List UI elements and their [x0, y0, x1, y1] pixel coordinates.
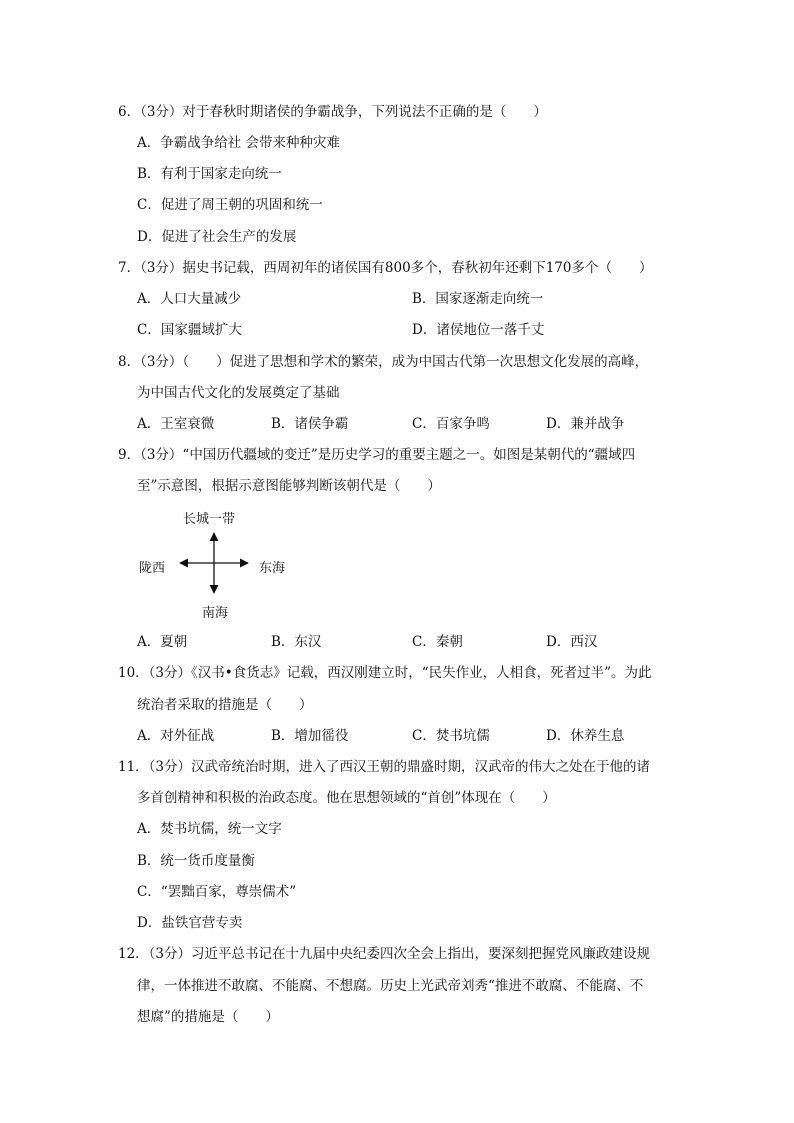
- q9-option-a[interactable]: A．夏朝: [137, 634, 188, 650]
- q10-option-b[interactable]: B．增加徭役: [271, 728, 349, 744]
- q7-option-c[interactable]: C．国家疆域扩大: [137, 322, 242, 338]
- question-9-stem: 9．（3分）“中国历代疆域的变迁”是历史学习的重要主题之一。如图是某朝代的“疆域四: [118, 447, 636, 463]
- q8-option-b[interactable]: B．诸侯争霸: [271, 416, 349, 432]
- question-11-stem-cont: 多首创精神和积极的治政态度。他在思想领域的“首创”体现在（ ）: [137, 790, 556, 806]
- question-12-stem-cont-2: 想腐”的措施是（ ）: [137, 1009, 279, 1025]
- q6-option-d[interactable]: D．促进了社会生产的发展: [137, 229, 297, 245]
- q8-option-a[interactable]: A．王室衰微: [137, 416, 215, 432]
- q7-option-a[interactable]: A．人口大量减少: [137, 291, 242, 307]
- q6-option-b[interactable]: B．有利于国家走向统一: [137, 166, 282, 182]
- q9-option-c[interactable]: C．秦朝: [412, 634, 463, 650]
- q9-option-d[interactable]: D．西汉: [546, 634, 598, 650]
- q11-option-c[interactable]: C．“罢黜百家，尊崇儒术”: [137, 884, 297, 900]
- q10-option-c[interactable]: C．焚书坑儒: [412, 728, 490, 744]
- q6-option-c[interactable]: C．促进了周王朝的巩固和统一: [137, 197, 323, 213]
- q10-option-a[interactable]: A．对外征战: [137, 728, 215, 744]
- question-10-stem-cont: 统治者采取的措施是（ ）: [137, 697, 313, 713]
- q11-option-d[interactable]: D．盐铁官营专卖: [137, 915, 243, 931]
- q8-option-c[interactable]: C．百家争鸣: [412, 416, 490, 432]
- question-12-stem: 12．（3分）习近平总书记在十九届中央纪委四次全会上指出，要深刻把握党风廉政建设规: [118, 946, 651, 962]
- diagram-north-label: 长城一带: [183, 512, 236, 527]
- question-7-stem: 7．（3分）据史书记载，西周初年的诸侯国有800多个，春秋初年还剩下170多个（ ）: [118, 260, 653, 276]
- diagram-south-label: 南海: [202, 606, 229, 621]
- q11-option-a[interactable]: A．焚书坑儒，统一文字: [137, 821, 282, 837]
- q8-option-d[interactable]: D．兼并战争: [546, 416, 625, 432]
- question-8-stem: 8．（3分）（ ）促进了思想和学术的繁荣，成为中国古代第一次思想文化发展的高峰，: [118, 354, 649, 370]
- territory-diagram: [130, 505, 300, 625]
- q11-option-b[interactable]: B．统一货币度量衡: [137, 853, 255, 869]
- question-10-stem: 10．（3分）《汉书•食货志》记载，西汉刚建立时，“民失作业，人相食，死者过半”。为此: [118, 665, 652, 681]
- q7-option-b[interactable]: B．国家逐渐走向统一: [412, 291, 544, 307]
- q10-option-d[interactable]: D．休养生息: [546, 728, 625, 744]
- question-6-stem: 6．（3分）对于春秋时期诸侯的争霸战争，下列说法不正确的是（ ）: [118, 104, 547, 120]
- q9-option-b[interactable]: B．东汉: [271, 634, 322, 650]
- q7-option-d[interactable]: D．诸侯地位一落千丈: [412, 322, 545, 338]
- question-9-stem-cont: 至”示意图，根据示意图能够判断该朝代是（ ）: [137, 478, 441, 494]
- question-8-stem-cont: 为中国古代文化的发展奠定了基础: [137, 385, 340, 401]
- diagram-east-label: 东海: [259, 561, 286, 576]
- question-12-stem-cont: 律，一体推进不敢腐、不能腐、不想腐。历史上光武帝刘秀“推进不敢腐、不能腐、不: [137, 978, 644, 994]
- question-11-stem: 11．（3分）汉武帝统治时期，进入了西汉王朝的鼎盛时期，汉武帝的伟大之处在于他的诸: [118, 759, 651, 775]
- diagram-west-label: 陇西: [139, 561, 166, 576]
- q6-option-a[interactable]: A．争霸战争给社 会带来种种灾难: [137, 135, 341, 151]
